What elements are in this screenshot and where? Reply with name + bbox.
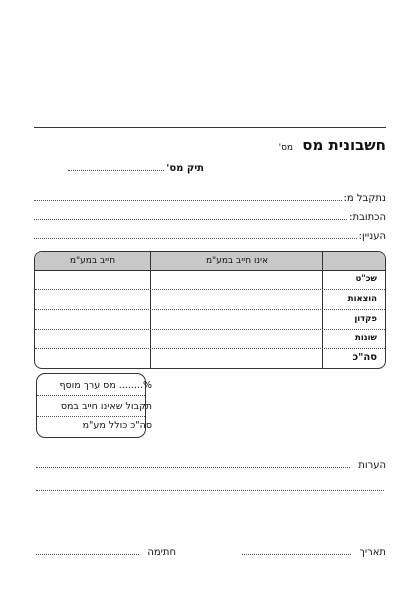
- col-liable: חייב במע"מ: [69, 256, 116, 266]
- notes-label: הערות: [358, 460, 386, 471]
- date-field[interactable]: [242, 547, 386, 558]
- total-incl-vat-label: סה"כ כולל מע"מ: [82, 420, 152, 431]
- signature-line: [36, 553, 139, 555]
- table-header: [35, 252, 385, 271]
- header-rule: [34, 127, 386, 128]
- row-label-total: סה"כ: [352, 352, 377, 363]
- signature-field[interactable]: [36, 547, 176, 558]
- received-from-field[interactable]: [34, 193, 386, 204]
- file-no-line: [68, 169, 164, 171]
- notes-field[interactable]: [36, 460, 386, 471]
- row-label-expenses: הוצאות: [347, 294, 377, 304]
- vat-amount-line: [37, 395, 145, 396]
- document-title: חשבונית מס: [302, 136, 386, 154]
- date-label: תאריך: [359, 547, 386, 558]
- document-number-label: מס': [278, 143, 294, 153]
- row-label-misc: שונות: [355, 333, 377, 343]
- subject-field[interactable]: [34, 231, 386, 242]
- row-label-deposit: פקדון: [354, 314, 377, 324]
- address-field[interactable]: [34, 212, 386, 223]
- file-no-label: תיק מס': [166, 163, 204, 174]
- page-title: [279, 136, 386, 154]
- vat-rate-label: %........ מס ערך מוסף: [59, 380, 152, 391]
- exempt-receipt-label: תקבול שאינו חייב במס: [60, 401, 152, 412]
- notes-line: [36, 466, 350, 468]
- row-label-fee: שכ"ט: [355, 274, 377, 284]
- table-row[interactable]: [35, 290, 385, 310]
- vat-amount-line: [37, 416, 145, 417]
- table-row[interactable]: [35, 270, 385, 290]
- received-from-line: [34, 199, 342, 201]
- address-label: הכתובת:: [349, 212, 386, 223]
- received-from-label: נתקבל מ:: [343, 193, 386, 204]
- address-line: [34, 218, 347, 220]
- table-row[interactable]: [35, 330, 385, 349]
- subject-label: העניין:: [358, 231, 386, 242]
- col-not-liable: אינו חייב במע"מ: [205, 256, 269, 266]
- amounts-table: [34, 251, 386, 369]
- subject-line: [34, 237, 357, 239]
- notes-line-2[interactable]: [36, 490, 384, 491]
- table-row[interactable]: [35, 310, 385, 330]
- date-line: [242, 553, 351, 555]
- signature-label: חתימה: [147, 547, 176, 558]
- file-no-field[interactable]: [68, 163, 204, 174]
